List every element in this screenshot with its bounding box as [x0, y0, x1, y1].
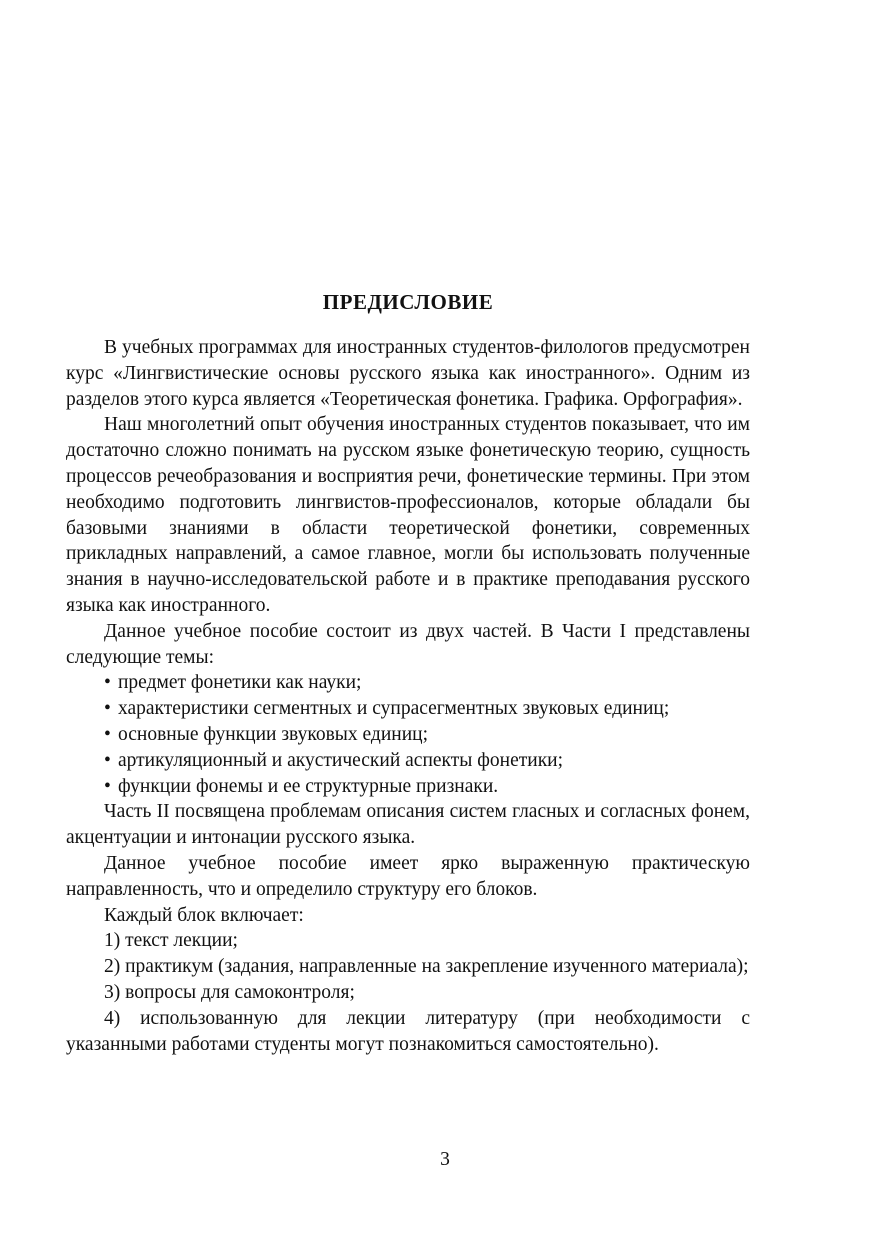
list-item-text: характеристики сегментных и супрасегментных звуковых единиц; [118, 698, 670, 720]
page-title: ПРЕДИСЛОВИЕ [322, 290, 494, 314]
bullet-icon: • [104, 672, 111, 694]
bullet-icon: • [104, 749, 111, 771]
paragraph-parts: Данное учебное пособие состоит из двух частей. В Части I представлены следующие темы: [66, 620, 750, 668]
paragraph-part-two: Часть II посвящена проблемам описания систем гласных и согласных фонем, акцентуации и интонации русского языка. [66, 801, 750, 849]
list-item [66, 696, 750, 722]
bullet-icon: • [104, 698, 111, 720]
list-item-text: основные функции звуковых единиц; [118, 723, 428, 745]
paragraph-block-item-4: 4) использованную для лекции литературу (при необходимости с указанными работами студенты могут познакомиться самостоятельно). [66, 1007, 750, 1055]
paragraph-block-item-2: 2) практикум (задания, направленные на закрепление изученного материала); [104, 956, 749, 978]
page-number: 3 [440, 1149, 450, 1170]
list-item-text: функции фонемы и ее структурные признаки. [118, 775, 499, 797]
paragraph-practical: Данное учебное пособие имеет ярко выраженную практическую направленность, что и определило структуру его блоков. [66, 852, 750, 900]
paragraph-experience: Наш многолетний опыт обучения иностранных студентов показывает, что им достаточно сложно понимать на русском языке фонетическую теорию, сущность процессов речеобразования и восприятия речи, фонетические термины. При этом необходимо подготовить лингвистов-профессионалов, которые обладали бы базовыми знаниями в области теоретической фонетики, современных прикладных направлений, а самое главное, могли бы использовать полученные знания в научно-исследовательской работе и в практике преподавания русского языка как иностранного. [66, 414, 750, 616]
list-item-text: артикуляционный и акустический аспекты фонетики; [118, 749, 564, 771]
topic-list [66, 670, 750, 799]
list-item-text: предмет фонетики как науки; [118, 672, 362, 694]
list-item [66, 774, 750, 800]
paragraph-block-item-3: 3) вопросы для самоконтроля; [104, 981, 355, 1003]
document-page [66, 287, 750, 1057]
paragraph-intro: В учебных программах для иностранных студентов-филологов предусмотрен курс «Лингвистические основы русского языка как иностранного». Одним из разделов этого курса является «Теоретическая фонетика. Графика. Орфография». [66, 337, 750, 410]
list-item [66, 748, 750, 774]
list-item [66, 670, 750, 696]
list-item [66, 722, 750, 748]
bullet-icon: • [104, 775, 111, 797]
paragraph-block-intro: Каждый блок включает: [104, 904, 304, 926]
paragraph-block-item-1: 1) текст лекции; [104, 930, 238, 952]
bullet-icon: • [104, 723, 111, 745]
